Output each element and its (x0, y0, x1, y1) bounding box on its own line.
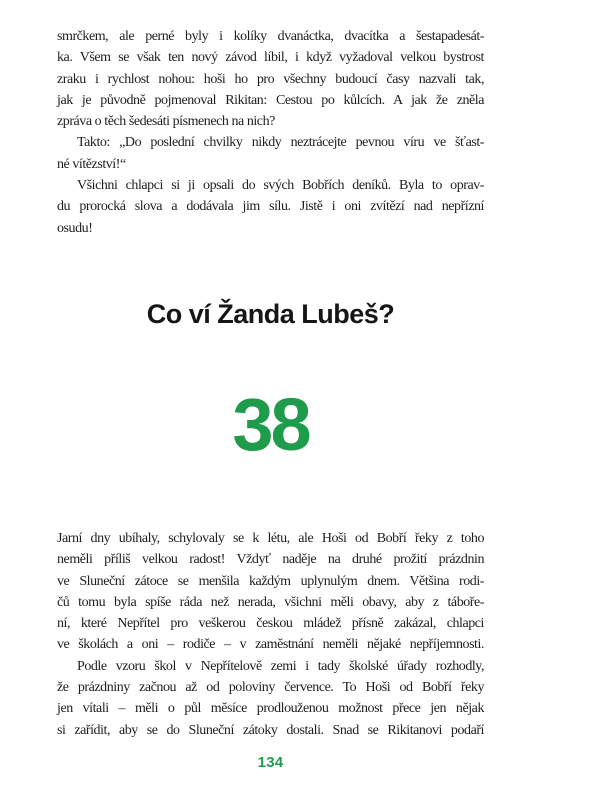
paragraph-block-top (57, 26, 484, 239)
text-line: ka. Všem se však ten nový závod líbil, i když vyžadoval velkou bystrost (57, 50, 484, 66)
chapter-number: 38 (232, 383, 309, 466)
text-line: jen vítali – měli o půl měsíce prodlouženou možnost přece jen nějak (57, 701, 484, 717)
paragraph-block-bottom (57, 528, 484, 741)
text-line: né vítězství!“ (57, 156, 126, 172)
text-line: smrčkem, ale perné byly i kolíky dvanáctka, dvacítka a šestapadesát- (57, 29, 484, 44)
text-line: ní, které Nepřítel pro veškerou českou mládež přísně zakázal, chlapci (57, 616, 484, 632)
text-line: du prorocká slova a dodávala jim sílu. Jistě i oni zvítězí nad nepřízní (57, 199, 484, 215)
text-line: čů tomu byla spíše ráda než nerada, všichni měli obavy, aby z táboře- (57, 594, 484, 610)
text-line: zraku i rychlost nohou: hoši ho pro všechny budoucí časy nazvali tak, (57, 71, 484, 87)
text-line: osudu! (57, 220, 93, 236)
text-line: Všichni chlapci si ji opsali do svých Bobřích deníků. Byla to oprav- (77, 178, 484, 194)
text-line: neměli příliš velkou radost! Vždyť naděje na druhé prožití prázdnin (57, 552, 484, 568)
chapter-title: Co ví Žanda Lubeš? (146, 299, 395, 329)
text-line: Takto: „Do poslední chvilky nikdy neztrácejte pevnou víru ve šťast- (77, 135, 484, 151)
text-line: zpráva o těch šedesáti písmenech na nich? (57, 114, 275, 130)
text-line: že prázdniny začnou až od poloviny července. To Hoši od Bobří řeky (57, 680, 484, 696)
page-number: 134 (257, 754, 284, 771)
text-line: Jarní dny ubíhaly, schylovaly se k létu, ale Hoši od Bobří řeky z toho (57, 531, 484, 546)
text-line: si zařídit, aby se do Sluneční zátoky dostali. Snad se Rikitanovi podaří (57, 722, 484, 738)
text-line: Podle vzoru škol v Nepřítelově zemi i tady školské úřady rozhodly, (77, 658, 484, 674)
text-line: ve školách a oni – rodiče – v zaměstnání neměli nějaké nepříjemnosti. (57, 637, 484, 653)
text-line: ve Sluneční zátoce se menšila každým uplynulým dnem. Většina rodi- (57, 573, 484, 589)
text-line: jak je původně pojmenoval Rikitan: Cestou po kůlcích. A jak že zněla (57, 92, 484, 108)
